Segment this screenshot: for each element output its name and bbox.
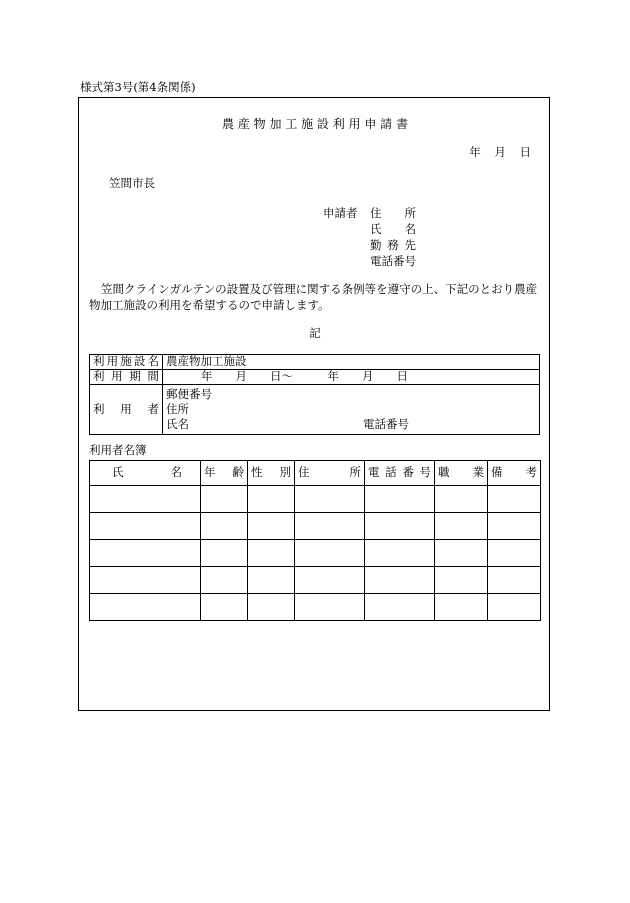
user-name-line [166, 417, 536, 432]
table-row [90, 594, 541, 621]
user-label: 利用者 [90, 385, 163, 435]
cell-age[interactable] [201, 513, 248, 540]
cell-address[interactable] [295, 540, 365, 567]
cell-name[interactable] [90, 513, 201, 540]
cell-name[interactable] [90, 540, 201, 567]
user-row [90, 385, 540, 435]
cell-gender[interactable] [248, 567, 295, 594]
postal-code-label: 郵便番号 [166, 387, 212, 401]
facility-label: 利用施設名 [90, 355, 163, 370]
cell-remarks[interactable] [488, 540, 541, 567]
cell-gender[interactable] [248, 540, 295, 567]
cell-gender[interactable] [248, 513, 295, 540]
roster-title: 利用者名簿 [89, 443, 147, 457]
user-name-label: 氏名 [166, 417, 189, 431]
cell-name[interactable] [90, 567, 201, 594]
col-header-phone: 電話番号 [365, 461, 435, 486]
col-header-occupation: 職業 [435, 461, 488, 486]
user-details[interactable] [163, 385, 540, 435]
date-year-label: 年 [469, 145, 481, 159]
date-day-label: 日 [519, 145, 531, 159]
cell-gender[interactable] [248, 594, 295, 621]
addressee: 笠間市長 [109, 176, 155, 190]
cell-remarks[interactable] [488, 513, 541, 540]
cell-address[interactable] [295, 594, 365, 621]
period-row [90, 370, 540, 385]
cell-age[interactable] [201, 594, 248, 621]
cell-occupation[interactable] [435, 594, 488, 621]
cell-occupation[interactable] [435, 540, 488, 567]
col-header-name: 氏名 [90, 461, 201, 486]
applicant-address-label: 住所 [370, 206, 416, 220]
cell-occupation[interactable] [435, 513, 488, 540]
cell-gender[interactable] [248, 486, 295, 513]
cell-address[interactable] [295, 486, 365, 513]
table-row [90, 540, 541, 567]
date-line [459, 147, 531, 159]
cell-phone[interactable] [365, 486, 435, 513]
facility-info-table [89, 354, 540, 435]
table-row [90, 486, 541, 513]
applicant-phone-label: 電話番号 [370, 254, 416, 268]
facility-value[interactable]: 農産物加工施設 [163, 355, 540, 370]
roster-table [89, 460, 541, 621]
cell-name[interactable] [90, 486, 201, 513]
table-row [90, 567, 541, 594]
user-address-label: 住所 [166, 402, 189, 416]
period-value[interactable]: 年 月 日～ 年 月 日 [163, 370, 540, 385]
col-header-address: 住所 [295, 461, 365, 486]
applicant-name-label: 氏名 [370, 222, 416, 236]
cell-phone[interactable] [365, 594, 435, 621]
facility-row [90, 355, 540, 370]
cell-name[interactable] [90, 594, 201, 621]
form-code: 様式第3号(第4条関係) [80, 80, 196, 94]
col-header-age: 年齢 [201, 461, 248, 486]
cell-occupation[interactable] [435, 486, 488, 513]
user-phone-label: 電話番号 [363, 417, 409, 431]
application-form-frame [78, 97, 550, 711]
col-header-remarks: 備考 [488, 461, 541, 486]
roster-header-row [90, 461, 541, 486]
col-header-gender: 性別 [248, 461, 295, 486]
cell-phone[interactable] [365, 540, 435, 567]
cell-age[interactable] [201, 540, 248, 567]
cell-address[interactable] [295, 567, 365, 594]
period-label: 利用期間 [90, 370, 163, 385]
cell-remarks[interactable] [488, 486, 541, 513]
cell-age[interactable] [201, 486, 248, 513]
applicant-label: 申請者 [323, 206, 358, 220]
form-title: 農 産 物 加 工 施 設 利 用 申 請 書 [222, 117, 408, 131]
date-month-label: 月 [494, 145, 506, 159]
cell-phone[interactable] [365, 567, 435, 594]
cell-phone[interactable] [365, 513, 435, 540]
cell-remarks[interactable] [488, 567, 541, 594]
table-row [90, 513, 541, 540]
cell-occupation[interactable] [435, 567, 488, 594]
ki-heading: 記 [309, 326, 321, 340]
cell-address[interactable] [295, 513, 365, 540]
request-statement: 笠間クラインガルテンの設置及び管理に関する条例等を遵守の上、下記のとおり農産物加工施設の利用を希望するので申請します。 [89, 282, 538, 312]
applicant-workplace-label: 勤務先 [370, 238, 416, 252]
cell-age[interactable] [201, 567, 248, 594]
cell-remarks[interactable] [488, 594, 541, 621]
